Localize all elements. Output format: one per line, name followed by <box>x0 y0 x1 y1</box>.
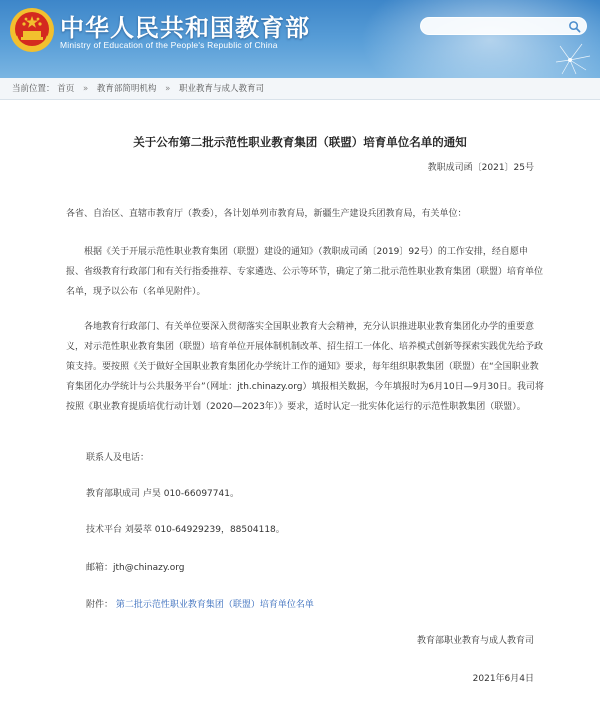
breadcrumb <box>0 78 600 100</box>
site-title[interactable]: 中华人民共和国教育部 <box>60 14 310 42</box>
national-emblem-icon[interactable] <box>8 6 56 54</box>
issue-date: 2021年6月4日 <box>472 674 534 684</box>
document-number: 教职成司函〔2021〕25号 <box>427 163 534 173</box>
article-title: 关于公布第二批示范性职业教育集团（联盟）培育单位名单的通知 <box>133 135 467 149</box>
search-box <box>420 17 587 35</box>
attachment-line <box>86 597 314 610</box>
dandelion-decoration-icon <box>520 38 600 78</box>
contact-heading: 联系人及电话： <box>86 453 150 463</box>
email-line: 邮箱：jth@chinazy.org <box>86 563 185 573</box>
signer: 教育部职业教育与成人教育司 <box>416 636 534 646</box>
paragraph-2: 各地教育行政部门、有关单位要深入贯彻落实全国职业教育大会精神，充分认识推进职业教育集团化办学的重要意义，对示范性职业教育集团（联盟）培育单位开展体制机制改革、招生招工一体化、培养模式创新等探索实践优先给予政策支持。要按照《关于做好全国职业教育集团化办学统计工作的通知》要求，每年组织职教集团（联盟）在“全国职业教育集团化办学统计与公共服务平台”（网址：jth.chinazy.org）填报相关数据，今年填报时为6月10日—9月30日。我司将按照《职业教育提质培优行动计划（2020—2023年）》要求，适时认定一批实体化运行的示范性职教集团（联盟）。 <box>66 322 544 412</box>
attachment-link[interactable]: 第二批示范性职业教育集团（联盟）培育单位名单 <box>115 600 314 610</box>
header-banner <box>0 0 600 78</box>
salutation: 各省、自治区、直辖市教育厅（教委），各计划单列市教育局，新疆生产建设兵团教育局，有关单位： <box>66 209 467 219</box>
paragraph-1: 根据《关于开展示范性职业教育集团（联盟）建设的通知》（教职成司函〔2019〕92号）的工作安排，经自愿申报、省级教育行政部门和有关行指委推荐、专家遴选、公示等环节，确定了第二批示范性职业教育集团（联盟）培育单位名单，现予以公布（名单见附件）。 <box>66 247 544 297</box>
breadcrumb-link-department[interactable]: 职业教育与成人教育司 <box>178 84 264 94</box>
search-icon[interactable] <box>568 20 581 33</box>
site-subtitle: Ministry of Education of the People's Republic of China <box>60 40 278 50</box>
breadcrumb-separator: » <box>165 84 171 94</box>
breadcrumb-separator: » <box>82 84 89 94</box>
breadcrumb-prefix: 当前位置： <box>12 84 55 94</box>
attachment-label: 附件： <box>86 600 114 610</box>
breadcrumb-link-home[interactable]: 首页 <box>57 84 75 94</box>
search-input[interactable] <box>429 20 559 33</box>
breadcrumb-link-institutions[interactable]: 教育部简明机构 <box>96 84 157 94</box>
contact-line-1: 教育部职成司 卢昊 010-66097741。 <box>86 489 239 499</box>
contact-line-2: 技术平台 刘晏萃 010-64929239，88504118。 <box>86 525 285 535</box>
